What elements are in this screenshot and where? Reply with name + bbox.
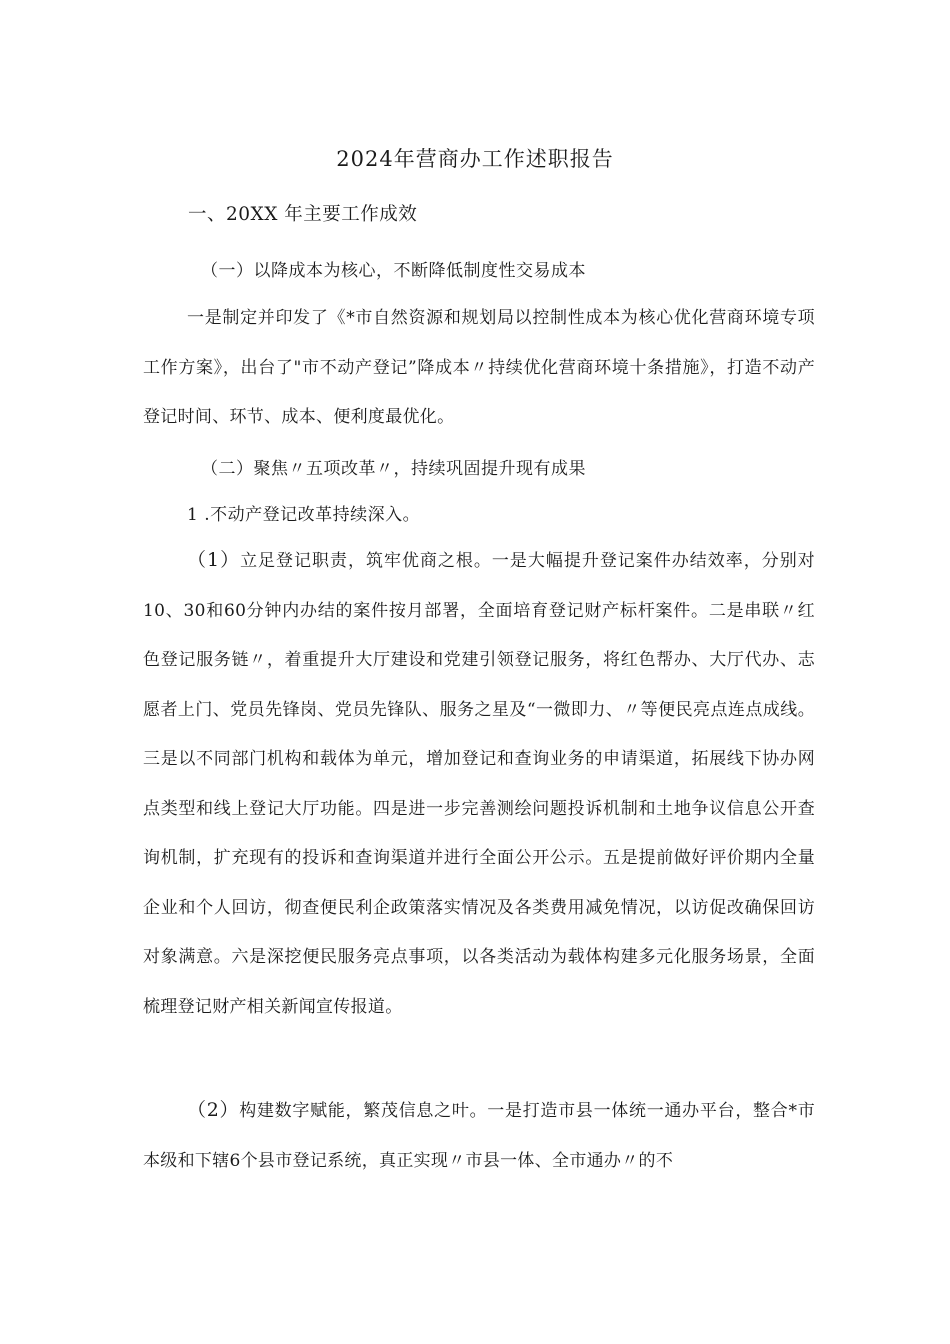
paragraph-digital-empowerment (143, 1086, 815, 1186)
paragraph-number-1: （1） (187, 549, 241, 571)
paragraph-registration-duties (143, 536, 815, 1032)
item-heading-1: 1 .不动产登记改革持续深入。 (187, 505, 421, 525)
document-title: 2024年营商办工作述职报告 (336, 147, 614, 171)
paragraph-cost-reduction: 一是制定并印发了《*市自然资源和规划局以控制性成本为核心优化营商环境专项工作方案》，出台了"市不动产登记”降成本〃持续优化营商环境十条措施》，打造不动产登记时间、环节、成本、便利度最优化。 (143, 308, 815, 427)
subsection-heading-2: （二）聚焦〃五项改革〃，持续巩固提升现有成果 (201, 459, 586, 479)
paragraph-text-1: 立足登记职责，筑牢优商之根。一是大幅提升登记案件办结效率，分别对10、30和60分钟内办结的案件按月部署，全面培育登记财产标杆案件。二是串联〃红色登记服务链〃，着重提升大厅建设和党建引领登记服务，将红色帮办、大厅代办、志愿者上门、党员先锋岗、党员先锋队、服务之星及“一微即力、〃等便民亮点连点成线。三是以不同部门机构和载体为单元，增加登记和查询业务的申请渠道，拓展线下协办网点类型和线上登记大厅功能。四是进一步完善测绘问题投诉机制和土地争议信息公开查询机制，扩充现有的投诉和查询渠道并进行全面公开公示。五是提前做好评价期内全量企业和个人回访，彻查便民利企政策落实情况及各类费用减免情况，以访促改确保回访对象满意。六是深挖便民服务亮点事项，以各类活动为载体构建多元化服务场景，全面梳理登记财产相关新闻宣传报道。 (143, 551, 815, 1017)
section-heading-1: 一、20XX 年主要工作成效 (188, 204, 418, 225)
subsection-heading-1: （一）以降成本为核心，不断降低制度性交易成本 (201, 261, 586, 281)
paragraph-text-2: 构建数字赋能，繁茂信息之叶。一是打造市县一体统一通办平台，整合*市本级和下辖6个县市登记系统，真正实现〃市县一体、全市通办〃的不 (143, 1101, 815, 1171)
paragraph-number-2: （2） (187, 1099, 240, 1121)
